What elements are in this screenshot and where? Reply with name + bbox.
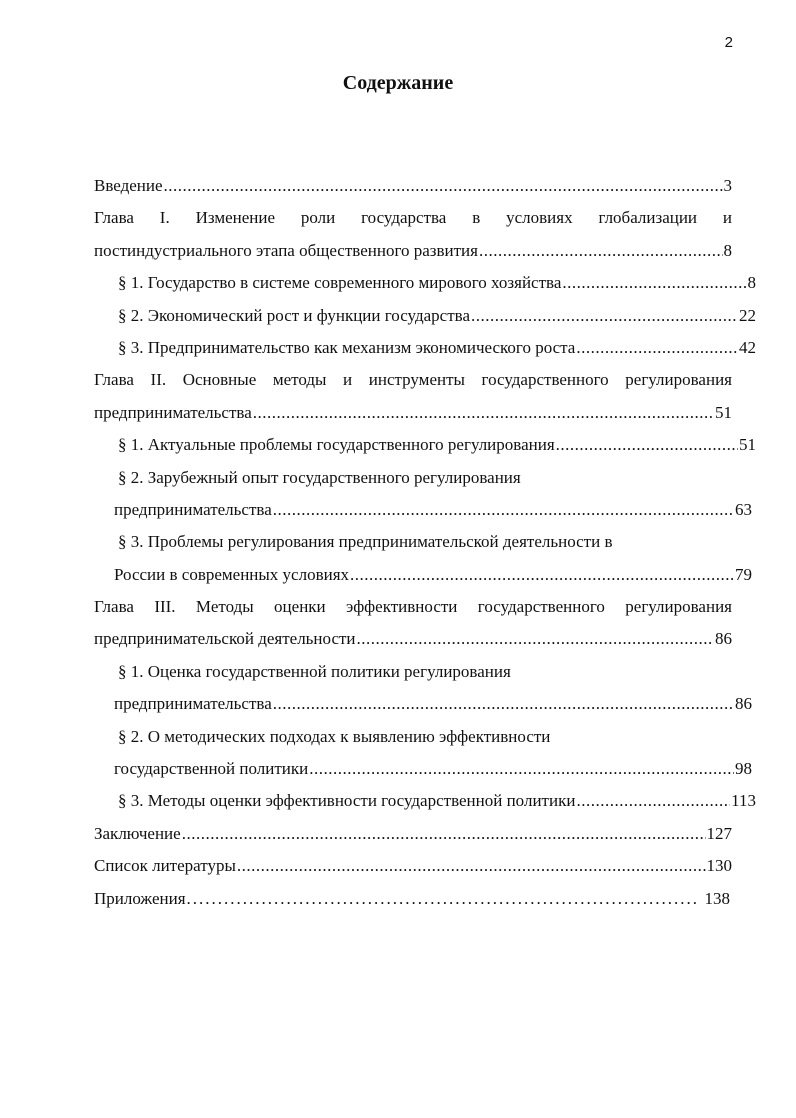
leader-dots [350,559,734,591]
toc-section-2-3 [94,559,752,591]
toc-entry-text: Заключение [94,823,181,843]
toc-page-number: 86 [735,694,752,714]
leader-dots [253,397,714,429]
leader-dots [164,170,723,202]
toc-entry-text: § 2. Экономический рост и функции государства [118,305,470,325]
toc-section-3-1-line1: § 1. Оценка государственной политики регулирования [118,661,511,681]
toc-page-number: 8 [723,240,732,260]
toc-page-number: 63 [735,499,752,519]
toc-entry-text: предпринимательской деятельности [94,629,356,649]
toc-entry-text: § 3. Предпринимательство как механизм экономического роста [118,337,576,357]
toc-section-3-3 [94,785,756,817]
toc-chapter-1-line1: Глава I. Изменение роли государства в условиях глобализации и [94,208,732,228]
toc-entry-text: России в современных условиях [114,564,350,584]
toc-entry-text: Список литературы [94,856,236,876]
leader-dots [182,818,706,850]
leader-dots [237,850,706,882]
toc-page-number: 113 [731,791,756,811]
toc-chapter-3-line1: Глава III. Методы оценки эффективности государственного регулирования [94,597,732,617]
toc-page-number: 79 [735,564,752,584]
leader-dots [273,494,734,526]
toc-entry-text: государственной политики [114,759,309,779]
toc-chapter-2 [94,397,732,429]
toc-chapter-2-line1: Глава II. Основные методы и инструменты государственного регулирования [94,370,732,390]
leader-dots [357,623,714,655]
leader-dots [576,332,738,364]
toc-page-number: 127 [706,823,732,843]
leader-dots [187,883,696,915]
toc-section-2-2 [94,494,752,526]
toc-chapter-1 [94,235,732,267]
toc-section-3-2-line1: § 2. О методических подходах к выявлению эффективности [118,726,551,746]
toc-page-number: 98 [735,759,752,779]
toc-page-number: 42 [739,337,756,357]
toc-section-3-2 [94,753,752,785]
toc-section-2-3-line1: § 3. Проблемы регулирования предпринимательской деятельности в [118,532,613,552]
toc-entry-text: предпринимательства [94,402,252,422]
toc-page-number: 86 [715,629,732,649]
leader-dots [479,235,723,267]
toc-page-number: 130 [706,856,732,876]
toc-page-number: 51 [715,402,732,422]
toc-entry-conclusion [94,818,732,850]
toc-section-1-3 [94,332,756,364]
leader-dots [273,688,734,720]
toc-entry-text: Приложения [94,888,186,908]
page-number: 2 [724,34,733,51]
leader-dots [562,267,746,299]
leader-dots [576,785,730,817]
toc-entry-text: предпринимательства [114,694,272,714]
toc-page-number: 3 [723,176,732,195]
toc-page-number: 138 [704,888,730,908]
toc-entry-intro [94,170,732,202]
toc-section-2-2-line1: § 2. Зарубежный опыт государственного регулирования [118,467,521,487]
toc-section-1-2 [94,300,756,332]
toc-entry-text: Введение [94,176,163,195]
toc-page-number: 22 [739,305,756,325]
table-of-contents [94,170,756,915]
leader-dots [471,300,738,332]
toc-section-2-1 [94,429,756,461]
page-title: Содержание [342,72,454,94]
toc-page-number: 8 [747,273,756,293]
toc-section-3-1 [94,688,752,720]
toc-page-number: 51 [739,435,756,455]
toc-entry-text: постиндустриального этапа общественного развития [94,240,478,260]
toc-entry-references [94,850,732,882]
toc-entry-text: § 1. Государство в системе современного мирового хозяйства [118,273,562,293]
toc-entry-text: предпринимательства [114,499,272,519]
toc-entry-text: § 1. Актуальные проблемы государственного регулирования [118,435,555,455]
leader-dots [309,753,734,785]
toc-section-1-1 [94,267,756,299]
toc-chapter-3 [94,623,732,655]
toc-entry-text: § 3. Методы оценки эффективности государственной политики [118,791,576,811]
toc-entry-appendix [94,883,730,915]
leader-dots [556,429,738,461]
